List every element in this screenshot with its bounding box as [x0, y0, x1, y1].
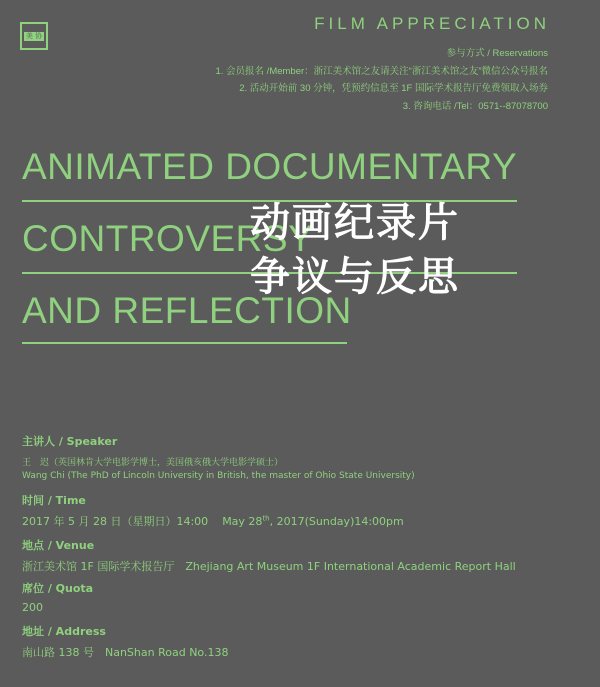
time-label: 时间 / Time	[22, 494, 86, 507]
title-line-3: AND REFLECTION	[22, 290, 352, 331]
logo-text: 美 协	[25, 31, 43, 40]
reservation-item: 3. 咨询电话 /Tel：0571--87078700	[402, 100, 548, 112]
quota-value: 200	[22, 601, 43, 614]
title-divider	[22, 342, 347, 344]
chinese-title-line-2: 争议与反思	[250, 254, 460, 300]
speaker-label: 主讲人 / Speaker	[22, 435, 118, 448]
reservations-heading: 参与方式 / Reservations	[446, 48, 548, 59]
time-en-rest: , 2017(Sunday)14:00pm	[269, 515, 404, 528]
reservations-block	[128, 45, 548, 115]
venue-value: 浙江美术馆 1F 国际学术报告厅 Zhejiang Art Museum 1F International Academic Report Hall	[22, 560, 516, 573]
time-cn: 2017 年 5 月 28 日（星期日）14:00	[22, 515, 209, 528]
title-line-1: ANIMATED DOCUMENTARY	[22, 146, 518, 187]
chinese-title	[250, 196, 460, 304]
venue-label: 地点 / Venue	[22, 539, 95, 552]
quota-label: 席位 / Quota	[22, 582, 94, 595]
film-appreciation-heading: FILM APPRECIATION	[314, 14, 550, 33]
chinese-title-line-1: 动画纪录片	[250, 200, 460, 246]
museum-logo	[20, 22, 48, 50]
address-value: 南山路 138 号 NanShan Road No.138	[22, 646, 229, 659]
time-en-suffix: th	[262, 514, 270, 523]
speaker-name-en: Wang Chi (The PhD of Lincoln University in British, the master of Ohio State University)	[22, 471, 415, 481]
time-value	[22, 513, 404, 529]
time-en-date: May 28	[222, 515, 263, 528]
reservation-item: 2. 活动开始前 30 分钟，凭预约信息至 1F 国际学术报告厅免费领取入场券	[239, 83, 548, 94]
title-line-2: CONTROVERSY	[22, 218, 314, 259]
reservation-item: 1. 会员报名 /Member：浙江美术馆之友请关注“浙江美术馆之友”微信公众号报名	[215, 65, 548, 77]
speaker-name-cn: 王 迟（英国林肯大学电影学博士，美国俄亥俄大学电影学硕士）	[22, 458, 284, 468]
address-label: 地址 / Address	[22, 625, 106, 638]
